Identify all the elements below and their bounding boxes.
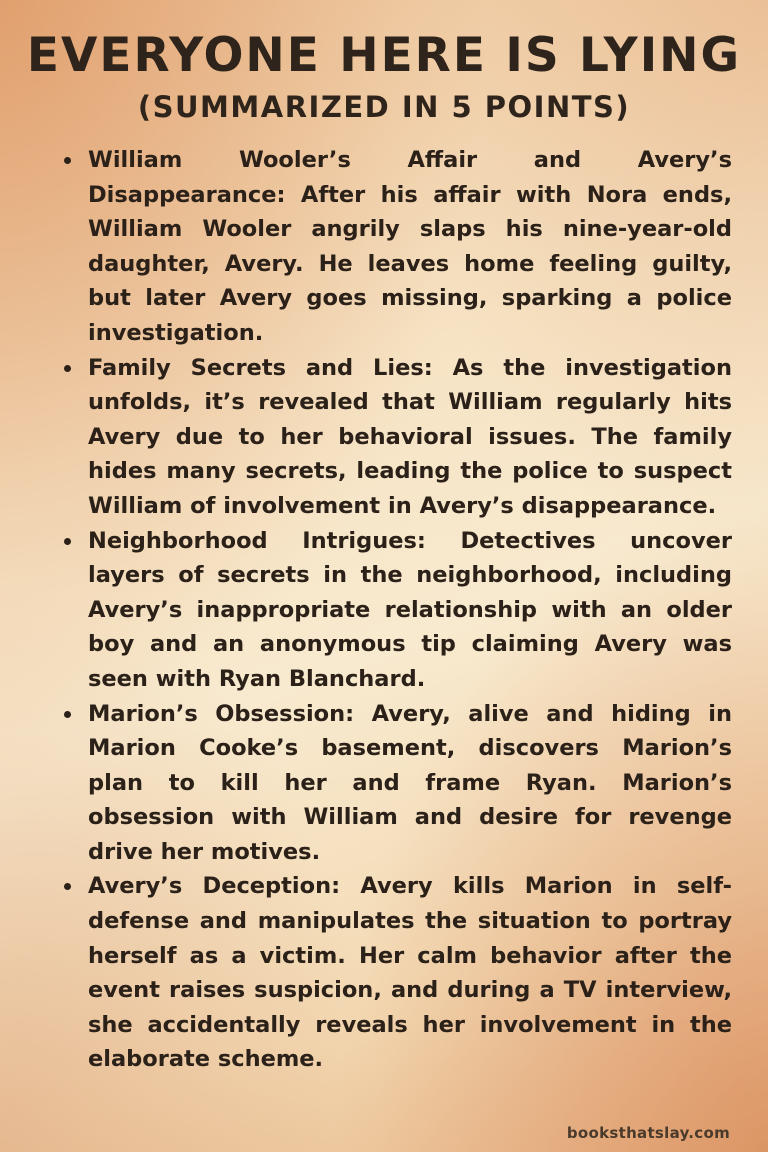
- site-watermark: booksthatslay.com: [566, 1124, 730, 1142]
- summary-point-3: [88, 524, 732, 697]
- page-title: EVERYONE HERE IS LYING: [26, 28, 742, 83]
- summary-point-4: [88, 697, 732, 870]
- bullet-icon: [64, 365, 71, 372]
- summary-point-2: [88, 351, 732, 524]
- bullet-icon: [64, 883, 71, 890]
- bullet-icon: [64, 711, 71, 718]
- bullet-icon: [64, 157, 71, 164]
- page-subtitle: (SUMMARIZED IN 5 POINTS): [137, 90, 631, 124]
- summary-point-text: William Wooler’s Affair and Avery’s Disappearance: After his affair with Nora ends, William Wooler angrily slaps his nine-year-old daughter, Avery. He leaves home feeling guilty, but later Avery goes missing, sparking a police investigation.: [88, 147, 732, 346]
- summary-point-text: Marion’s Obsession: Avery, alive and hiding in Marion Cooke’s basement, discovers Marion’s plan to kill her and frame Ryan. Marion’s obsession with William and desire for revenge drive her motives.: [88, 700, 732, 865]
- summary-point-1: [88, 143, 732, 351]
- summary-point-text: Family Secrets and Lies: As the investigation unfolds, it’s revealed that William regularly hits Avery due to her behavioral issues. The family hides many secrets, leading the police to suspect William of involvement in Avery’s disappearance.: [88, 354, 732, 519]
- summary-point-5: [88, 869, 732, 1077]
- summary-point-text: Avery’s Deception: Avery kills Marion in self-defense and manipulates the situation to portray herself as a victim. Her calm behavior after the event raises suspicion, and during a TV interview, she accidentally reveals her involvement in the elaborate scheme.: [88, 873, 732, 1073]
- summary-points-list: [60, 143, 732, 1077]
- summary-point-text: Neighborhood Intrigues: Detectives uncover layers of secrets in the neighborhood, including Avery’s inappropriate relationship with an older boy and an anonymous tip claiming Avery was seen with Ryan Blanchard.: [88, 527, 732, 692]
- bullet-icon: [64, 538, 71, 545]
